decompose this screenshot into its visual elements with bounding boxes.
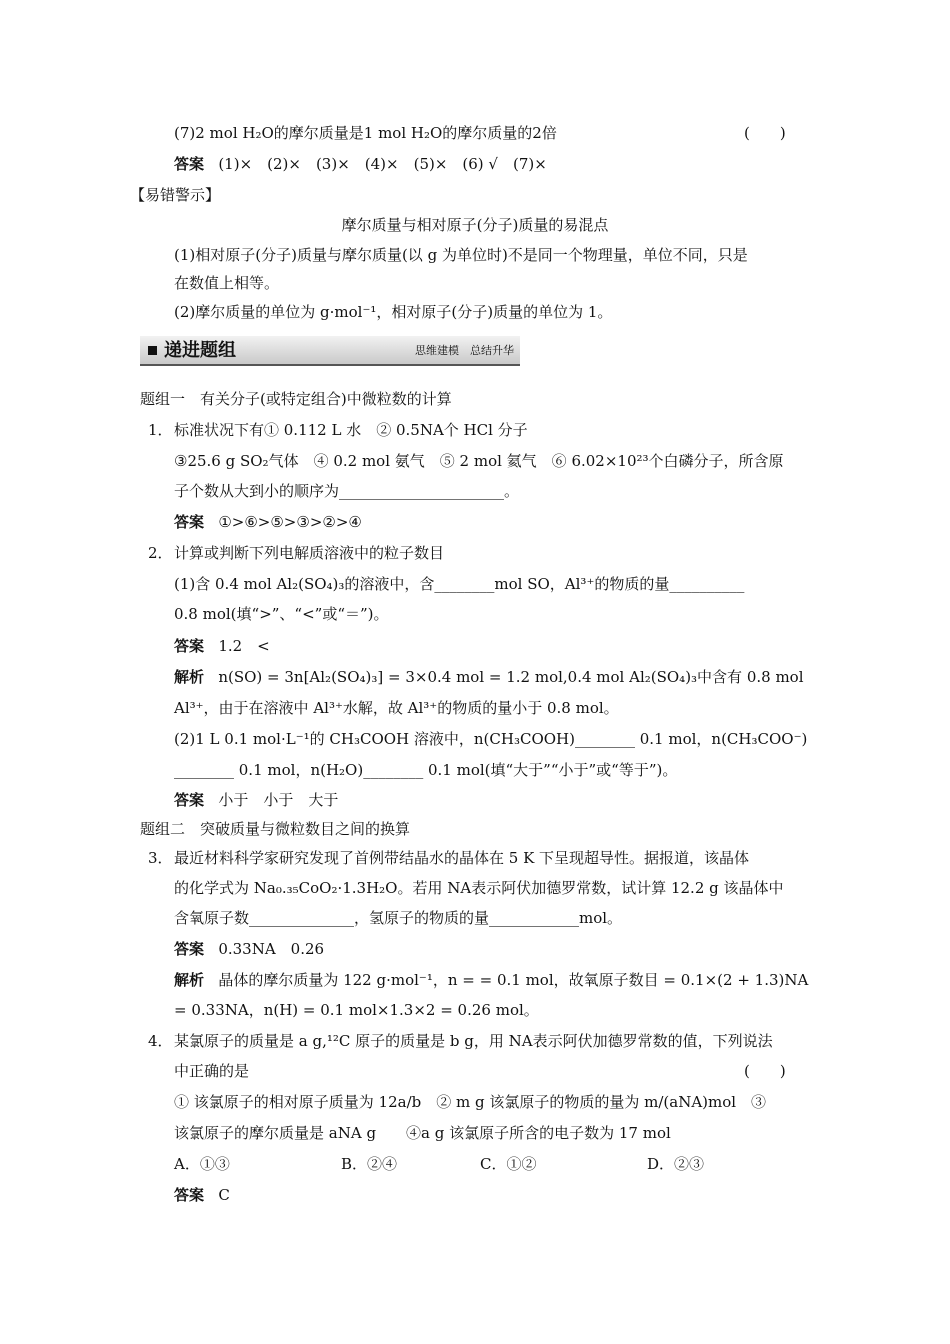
section-banner bbox=[140, 336, 520, 366]
answer-text: 1.2 < bbox=[218, 637, 270, 655]
question-2-line-3: 0.8 mol(填“>”、“<”或“＝”)。 bbox=[174, 605, 389, 623]
question-2-line-2: (1)含 0.4 mol Al₂(SO₄)₃的溶液中，含________mol SO，Al³⁺的物质的量__________ bbox=[174, 575, 745, 593]
answer-label: 答案 bbox=[174, 940, 205, 958]
group-2-title: 题组二 突破质量与微粒数目之间的换算 bbox=[140, 820, 411, 838]
option-a: A．①③ bbox=[174, 1155, 230, 1173]
option-c: C．①② bbox=[480, 1155, 537, 1173]
question-4-line-2: 中正确的是 bbox=[174, 1062, 250, 1080]
question-2-analysis-cont: Al³⁺，由于在溶液中 Al³⁺水解，故 Al³⁺的物质的量小于 0.8 mol。 bbox=[174, 699, 619, 717]
answer-label: 答案 bbox=[174, 1186, 205, 1204]
answer-label: 答案 bbox=[174, 791, 205, 809]
question-4-line-1: 某氯原子的质量是 a g,¹²C 原子的质量是 b g，用 NA表示阿伏加德罗常数的值，下列说法 bbox=[174, 1032, 773, 1050]
section-title: 递进题组 bbox=[164, 340, 236, 361]
answer-text: 0.33NA 0.26 bbox=[218, 940, 325, 958]
answer-text: (1)× (2)× (3)× (4)× (5)× (6) √ (7)× bbox=[218, 155, 547, 173]
answer-text: ①>⑥>⑤>③>②>④ bbox=[218, 513, 362, 531]
analysis-label: 解析 bbox=[174, 668, 205, 686]
question-2-analysis bbox=[174, 666, 804, 688]
question-4-answer bbox=[174, 1184, 230, 1206]
answer-label: 答案 bbox=[174, 155, 205, 173]
statement-7: (7)2 mol H₂O的摩尔质量是1 mol H₂O的摩尔质量的2倍 bbox=[174, 124, 557, 142]
analysis-text: 晶体的摩尔质量为 122 g·mol⁻¹，n = = 0.1 mol，故氧原子数目 = 0.1×(2 + 1.3)NA bbox=[218, 971, 809, 989]
option-d: D．②③ bbox=[647, 1155, 705, 1173]
warning-point-1: (1)相对原子(分子)质量与摩尔质量(以 g 为单位时)不是同一个物理量，单位不同，只是 bbox=[174, 246, 748, 264]
question-number: 3． bbox=[148, 849, 173, 867]
question-number: 4． bbox=[148, 1032, 173, 1050]
question-3-line-2: 的化学式为 Na₀.₃₅CoO₂·1.3H₂O。若用 NA表示阿伏加德罗常数，试计算 12.2 g 该晶体中 bbox=[174, 879, 784, 897]
square-bullet-icon bbox=[148, 346, 157, 355]
answer-row bbox=[174, 153, 547, 175]
question-number: 1． bbox=[148, 421, 173, 439]
warning-heading: 【易错警示】 bbox=[130, 186, 221, 204]
warning-point-1-cont: 在数值上相等。 bbox=[174, 274, 280, 292]
analysis-label: 解析 bbox=[174, 971, 205, 989]
question-2-part-2-line-2: ________ 0.1 mol，n(H₂O)________ 0.1 mol(填“大于”“小于”或“等于”)。 bbox=[174, 761, 678, 779]
warning-subtitle: 摩尔质量与相对原子(分子)质量的易混点 bbox=[341, 216, 609, 234]
question-2-line-1: 计算或判断下列电解质溶液中的粒子数目 bbox=[174, 544, 445, 562]
question-2-part-2-answer bbox=[174, 789, 338, 811]
answer-parentheses: ( ) bbox=[744, 1062, 786, 1080]
group-1-title: 题组一 有关分子(或特定组合)中微粒数的计算 bbox=[140, 390, 452, 408]
answer-label: 答案 bbox=[174, 637, 205, 655]
question-4-line-4: 该氯原子的摩尔质量是 aNA g ④a g 该氯原子所含的电子数为 17 mol bbox=[174, 1124, 671, 1142]
question-number: 2． bbox=[148, 544, 173, 562]
question-2-part-2-line-1: (2)1 L 0.1 mol·L⁻¹的 CH₃COOH 溶液中，n(CH₃COOH)________ 0.1 mol，n(CH₃COO⁻) bbox=[174, 730, 808, 748]
question-1-answer bbox=[174, 511, 362, 533]
answer-parentheses: ( ) bbox=[744, 124, 786, 142]
question-2-answer bbox=[174, 635, 270, 657]
question-3-line-1: 最近材料科学家研究发现了首例带结晶水的晶体在 5 K 下呈现超导性。据报道，该晶体 bbox=[174, 849, 750, 867]
analysis-text: n(SO) = 3n[Al₂(SO₄)₃] = 3×0.4 mol = 1.2 mol,0.4 mol Al₂(SO₄)₃中含有 0.8 mol bbox=[218, 668, 804, 686]
question-3-analysis-cont: = 0.33NA，n(H) = 0.1 mol×1.3×2 = 0.26 mol。 bbox=[174, 1001, 539, 1019]
question-4-line-3: ① 该氯原子的相对原子质量为 12a/b ② m g 该氯原子的物质的量为 m/(aNA)mol ③ bbox=[174, 1093, 767, 1111]
warning-point-2: (2)摩尔质量的单位为 g·mol⁻¹，相对原子(分子)质量的单位为 1。 bbox=[174, 303, 613, 321]
option-b: B．②④ bbox=[341, 1155, 398, 1173]
answer-label: 答案 bbox=[174, 513, 205, 531]
question-3-analysis bbox=[174, 969, 808, 991]
answer-text: 小于 小于 大于 bbox=[218, 791, 339, 809]
question-1-line-3: 子个数从大到小的顺序为______________________。 bbox=[174, 482, 520, 500]
question-1-line-2: ③25.6 g SO₂气体 ④ 0.2 mol 氨气 ⑤ 2 mol 氦气 ⑥ 6.02×10²³个白磷分子，所含原 bbox=[174, 452, 784, 470]
section-subtitle: 思维建模 总结升华 bbox=[415, 344, 514, 357]
question-3-answer bbox=[174, 938, 324, 960]
question-1-line-1: 标准状况下有① 0.112 L 水 ② 0.5NA个 HCl 分子 bbox=[174, 421, 528, 439]
question-3-line-3: 含氧原子数______________，氢原子的物质的量____________mol。 bbox=[174, 909, 623, 927]
answer-text: C bbox=[218, 1186, 230, 1204]
